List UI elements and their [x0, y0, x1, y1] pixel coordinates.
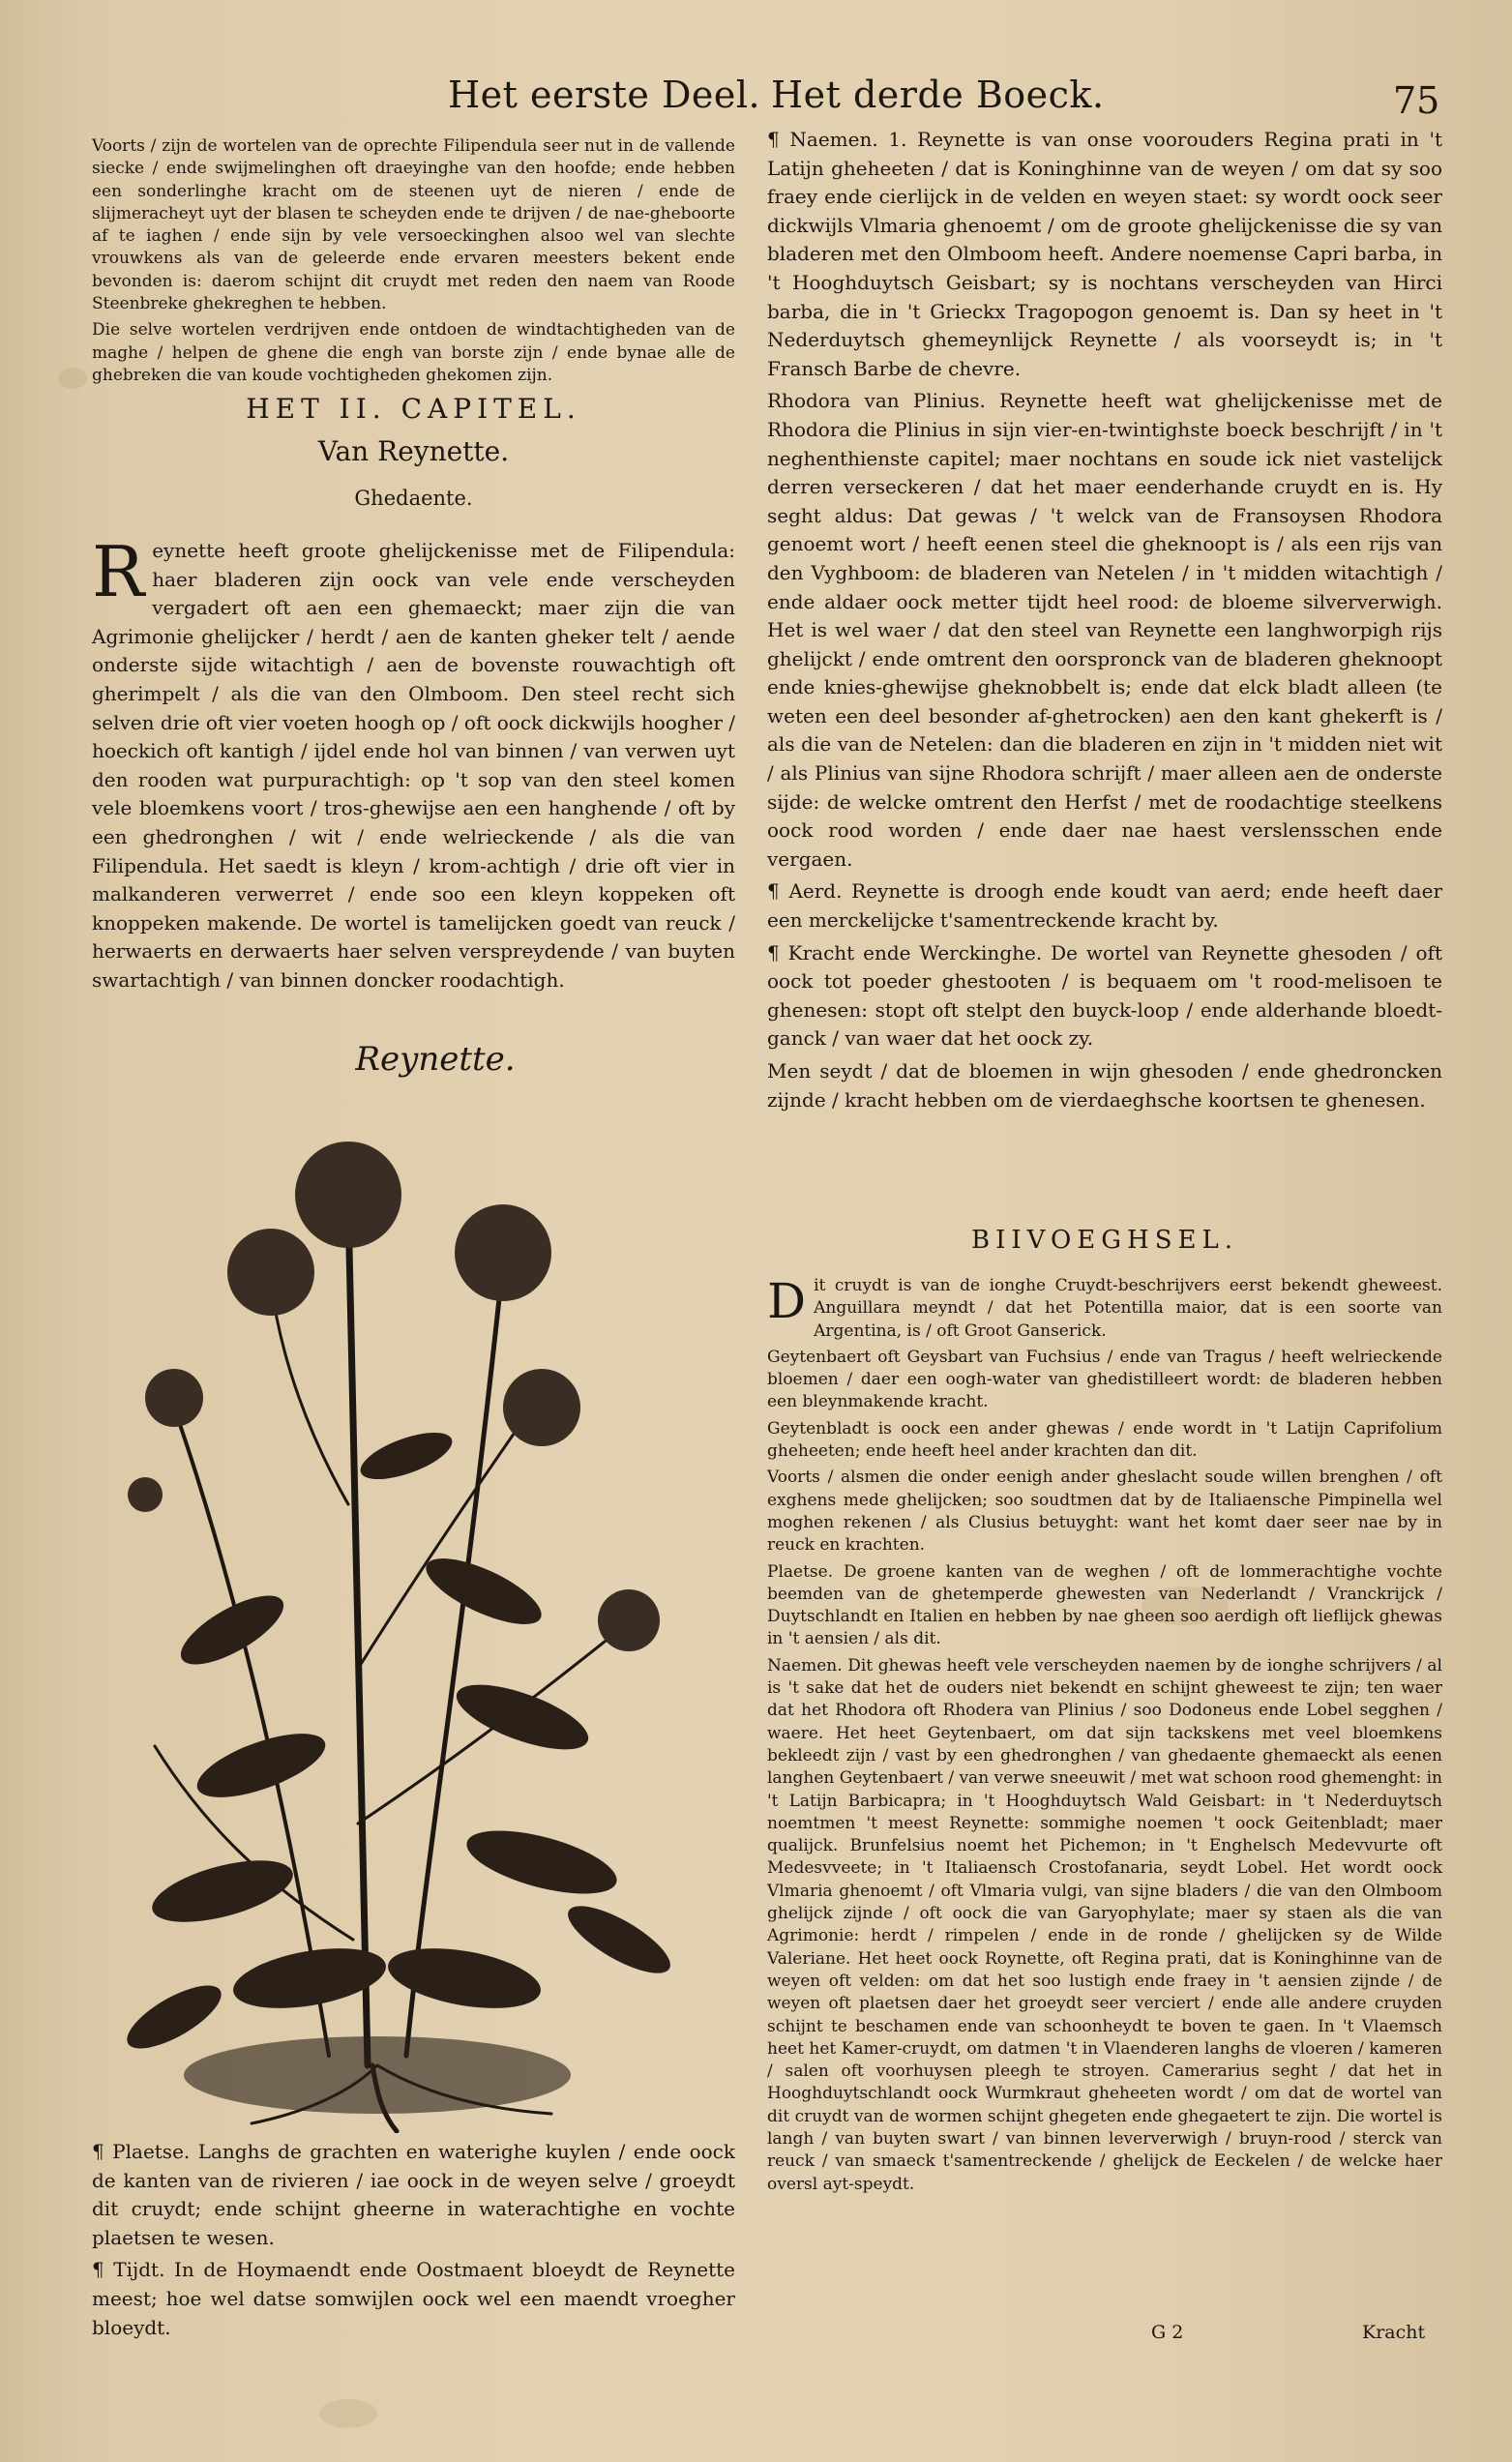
rhodora-paragraph: Rhodora van Plinius. Reynette heeft wat ghelijckenisse met de Rhodora die Plinius in sijn vier-en-twintighste boeck beschrijft / in 't neghenthienste capitel; maer nochtans en soude ick niet vastelijck derren verseckeren / dat het maer eenderhande cruydt en is. Hy seght aldus: Dat gewas / 't welck van de Fransoysen Rhodora genoemt wort / heeft eenen steel die gheknoopt is / als een rijs van den Vyghboom: de bladeren van Netelen / in 't midden witachtigh / ende aldaer oock metter tijdt heel rood: de bloeme silververwigh. Het is wel waer / dat den steel van Reynette een langhworpigh rijs ghelijckt / ende omtrent den oorspronck van de bladeren gheknoopt ende knies-ghewijse gheknobbelt is; ende dat elck bladt alleen (te weten een deel besonder af-ghetrocken) aen den kant ghekerft is / als die van de Netelen: dan die bladeren en zijn in 't midden niet wit / als Plinius van sijne Rhodora schrijft / maer alleen aen de onderste sijde: de welcke omtrent den Herfst / met de roodachtige steelkens oock rood worden / ende daer nae haest verslensschen ende vergaen. — [767, 389, 1442, 871]
ink-stain — [58, 368, 87, 389]
chapter-heading-block — [92, 395, 735, 518]
root-mass — [184, 2036, 571, 2114]
names-paragraph: ¶ Naemen. 1. Reynette is van onse voorouders Regina prati in 't Latijn gheheeten / dat is Koninghinne van de weyen / om dat sy soo fraey ende cierlijck in de velden en weyen staet: sy wordt oock seer dickwijls Vlmaria ghenoemt / om de groote ghelijckenisse die sy van bladeren met den Olmboom heeft. Andere noemense Capri barba, in 't Hooghduytsch Geisbart; sy is nochtans verscheyden van Hirci barba, die in 't Grieckx Tragopogon genoemt is. Dan sy heet in 't Nederduytsch ghemeynlijck Reynette / als voorseydt is; in 't Fransch Barbe de chevre. — [767, 128, 1442, 380]
header-left-title: Het eerste Deel. — [448, 74, 761, 116]
intro-paragraph: Die selve wortelen verdrijven ende ontdoen de windtachtigheden van de maghe / helpen de ghene die engh van borste zijn / ende bynae alle de ghebreken die van koude vochtigheden ghekomen zijn. — [92, 320, 735, 385]
supplement-paragraph: Naemen. Dit ghewas heeft vele verscheyden naemen by de ionghe schrijvers / al is 't sake dat het de ouders niet bekendt en schijnt gheweest te zijn; ten waer dat het Rhodora oft Rhodera van Plinius / soo Dodoneus ende Lobel segghen / waere. Het heet Geytenbaert, om dat sijn tackskens met veel bloemkens bekleedt zijn / vast by een ghedronghen / van ghedaente ghemaeckt als eenen langhen Geytenbaert / van verwe sneeuwit / met wat schoon rood ghemenght: in 't Latijn Barbicapra; in 't Hooghduytsch Wald Geisbart: in 't Nederduytsch noemtmen 't meest Reynette: sommighe noemen 't oock Geitenbladt; maer qualijck. Brunfelsius noemt het Pichemon; in 't Enghelsch Medevvurte oft Medesvveete; in 't Italiaensch Crostofanaria, seydt Lobel. Het wordt oock Vlmaria ghenoemt / oft Vlmaria vulgi, van sijne bladers / die van den Olmboom ghelijck zijnde / oft oock die van Garyophylate; maer sy staen als die van Agrimonie: herdt / rimpelen / ende in de ronde / ghelijcken sy de Wilde Valeriane. Het heet oock Roynette, oft Regina prati, dat is Koninghinne van de weyen oft velden: om dat het soo lustigh ende fraey in 't aensien zijnde / de weyen oft plaetsen daer het groeydt seer verciert / ende alle andere cruyden schijnt te beschamen ende van schoonheydt te boven te gaen. In 't Vlaemsch heet het Kamer-cruydt, om datmen 't in Vlaenderen langhs de vloeren / kameren / salen oft voorhuysen pleegh te stroyen. Camerarius seght / dat het in Hooghduytschlandt oock Wurmkraut gheheeten wordt / om dat de wortel van dit cruydt van de wormen schijnt ghegeten ende ghegaetert te zijn. Die wortel is langh / van buyten swart / van binnen leververwigh / bruyn-rood / sterck van reuck / van smaeck t'samentreckende / ghelijck de Eeckelen / de welcke haer oversl ayt-speydt. — [767, 1655, 1442, 2194]
place-paragraph: ¶ Plaetse. Langhs de grachten en waterighe kuylen / ende oock de kanten van de rivieren / iae oock in de weyen selve / groeydt dit cruydt; ende schijnt gheerne in waterachtighe en vochte plaetsen te wesen. — [92, 2140, 735, 2249]
stem — [406, 1262, 503, 2056]
supplement-paragraph: Plaetse. De groene kanten van de weghen / oft de lommerachtighe vochte beemden van de ghetemperde ghewesten van Nederlandt / Vranckrijck / Duytschlandt en Italien en hebben by nae gheen soo aerdigh oft lieflijck ghewas in 't aensien / als dit. — [767, 1561, 1442, 1649]
drop-capital: R — [92, 531, 145, 612]
section-heading: Ghedaente. — [354, 487, 473, 511]
intro-paragraph: Voorts / zijn de wortelen van de oprechte Filipendula seer nut in de vallende siecke / ende swijmelinghen oft draeyinghe van den hoofde; ende hebben een sonderlinghe kracht om de steenen uyt de nieren / ende de slijmeracheyt uyt der blasen te scheyden ende te drijven / de nae-gheboorte af te iaghen / ende sijn by vele versoeckinghen alsoo wel van slechte vrouwkens als van de geleerde ende ervaren meesters bekent ende bevonden is: daerom schijnt dit cruydt met reden den naem van Roode Steenbreke ghekreghen te hebben. — [92, 136, 735, 314]
fever-paragraph: Men seydt / dat de bloemen in wijn ghesoden / ende ghedroncken zijnde / kracht hebben om de vierdaeghsche koortsen te ghenesen. — [767, 1059, 1442, 1112]
supplement-title: BIIVOEGHSEL. — [970, 1226, 1239, 1255]
supplement-drop-capital: D — [767, 1273, 807, 1329]
right-column-main — [767, 126, 1442, 1118]
woodcut-plant-illustration — [116, 1088, 716, 2133]
description-paragraph: eynette heeft groote ghelijckenisse met de Filipendula: haer bladeren zijn oock van vele ende verscheyden vergadert oft aen een ghemaeckt; maer zijn die van Agrimonie ghelijcker / herdt / aen de kanten gheker telt / aende onderste sijde witachtigh / aen de bovenste rouwachtigh oft gherimpelt / als die van den Olmboom. Den steel recht sich selven drie oft vier voeten hoogh op / oft oock dickwijls hoogher / hoeckich oft kantigh / ijdel ende hol van binnen / van verwen uyt den rooden wat purpurachtigh: op 't sop van den steel komen vele bloemkens voort / tros-ghewijse aen een hanghende / oft by een ghedronghen / wit / ende welrieckende / als die van Filipendula. Het saedt is kleyn / krom-achtigh / drie oft vier in malkanderen verwerret / ende soo een kleyn koppeken oft knoppeken makende. De wortel is tamelijcken goedt van reuck / herwaerts en derwaerts haer selven verspreydende / van buyten swartachtigh / van binnen doncker roodachtigh. — [92, 539, 735, 992]
left-closing-text — [92, 2138, 735, 2346]
paper-stain — [319, 2399, 377, 2428]
leaf-cluster — [118, 1423, 679, 2061]
supplement-paragraph: Geytenbladt is oock een ander ghewas / ende wordt in 't Latijn Caprifolium gheheeten; ende heeft heel ander krachten dan dit. — [767, 1418, 1442, 1462]
time-paragraph: ¶ Tijdt. In de Hoymaendt ende Oostmaent bloeydt de Reynette meest; hoe wel datse somwijlen oock wel een maendt vroegher bloeydt. — [92, 2258, 735, 2339]
plate-caption: Reynette. — [355, 1040, 516, 1079]
supplement-paragraph: it cruydt is van de ionghe Cruydt-beschrijvers eerst bekendt gheweest. Anguillara meyndt / dat het Potentilla maior, dat is een soorte van Argentina, is / oft Groot Ganserick. — [814, 1276, 1442, 1341]
page-number: 75 — [1393, 79, 1440, 122]
catchword: Kracht — [1362, 2322, 1426, 2343]
virtue-paragraph: ¶ Kracht ende Werckinghe. De wortel van Reynette ghesoden / oft oock tot poeder ghestooten / is bequaem om 't rood-melisoen te ghenesen: stopt oft stelpt den buyck-loop / ende alderhande bloedt-ganck / van waer dat het oock zy. — [767, 940, 1442, 1051]
nature-paragraph: ¶ Aerd. Reynette is droogh ende koudt van aerd; ende heeft daer een merckelijcke t'samentreckende kracht by. — [767, 879, 1442, 933]
main-stem — [348, 1204, 368, 2065]
supplement-text — [767, 1275, 1442, 2200]
chapter-title: HET II. CAPITEL. — [246, 393, 581, 425]
description-text — [92, 531, 735, 995]
chapter-subtitle: Van Reynette. — [317, 434, 510, 467]
header-right-title: Het derde Boeck. — [771, 74, 1105, 116]
supplement-paragraph: Geytenbaert oft Geysbart van Fuchsius / ende van Tragus / heeft welrieckende bloemen / daer een oogh-water van ghedistilleert wordt: de bladeren hebben een bleynmakende kracht. — [767, 1347, 1442, 1412]
running-header — [0, 68, 1512, 126]
signature-mark: G 2 — [1151, 2322, 1184, 2343]
supplement-paragraph: Voorts / alsmen die onder eenigh ander gheslacht soude willen brenghen / oft exghens mede ghelijcken; soo soudtmen dat by de Italiaensche Pimpinella wel moghen rekenen / als Clusius betuyght: want het komt daer seer nae by in reuck en krachten. — [767, 1468, 1442, 1556]
supplement-heading-block — [767, 1227, 1442, 1260]
left-intro — [92, 135, 735, 391]
flower-clusters — [128, 1142, 660, 1651]
